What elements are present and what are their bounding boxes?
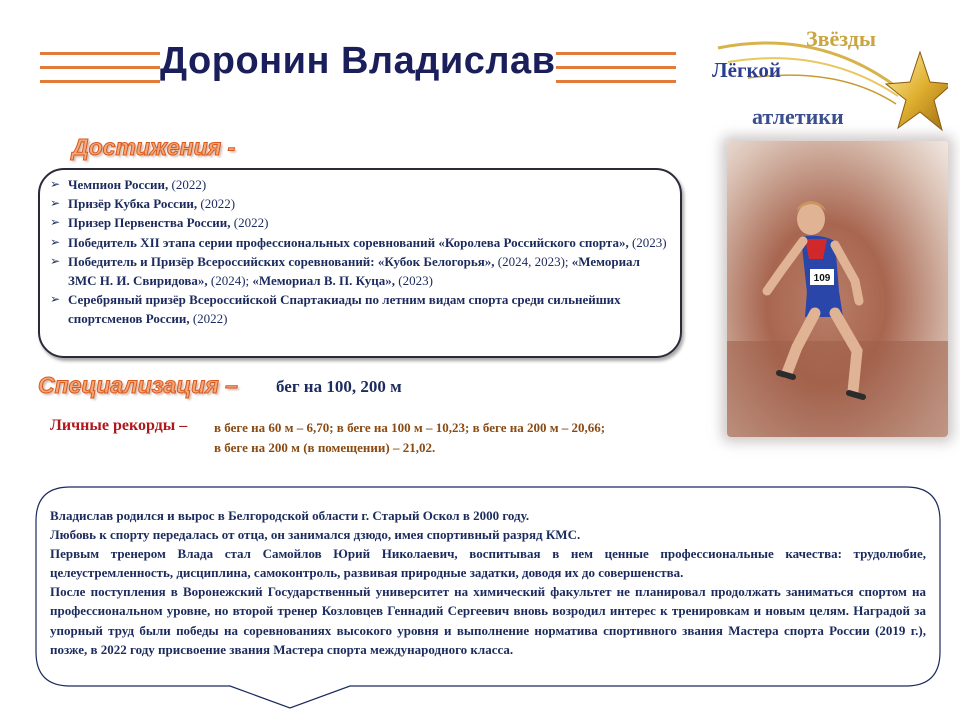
bio-paragraph: После поступления в Воронежский Государственный университет на химический факультет не планировал продолжать заниматься спортом на профессиональном уровне, но второй тренер Козловцев Геннадий Сергеевич вновь возродил интерес к тренировкам и новым целям. Наградой за упорный труд были победы на соревнованиях высокого уровня и выполнение норматива спортивного звания Мастера спорта России (2019 г.), позже, в 2022 году присвоение звания Мастера спорта международного класса. [50,584,926,657]
specialization-value: бег на 100, 200 м [276,377,402,396]
specialization-heading: Специализация – [38,372,238,398]
bio-paragraph: Любовь к спорту передалась от отца, он занимался дзюдо, имея спортивный разряд КМС. [50,527,581,543]
list-item: ➢ Серебряный призёр Всероссийской Спартакиады по летним видам спорта среди сильнейших спортсменов России, (2022) [48,290,668,328]
logo-text-athletics: атлетики [752,104,844,129]
bib-number: 109 [813,273,831,284]
list-item: ➢ Призер Первенства России, (2022) [48,213,668,232]
bio-paragraph: Владислав родился и вырос в Белгородской области г. Старый Оскол в 2000 году. [50,508,530,523]
list-item: ➢ Чемпион России, (2022) [48,175,668,194]
achievements-heading: Достижения - [72,134,236,160]
records-label: Личные рекорды – [50,417,188,434]
logo-text-stars: Звёзды [806,26,877,51]
bio-paragraph: Первым тренером Влада стал Самойлов Юрий Николаевич, воспитывая в нем ценные профессиональные качества: трудолюбие, целеустремленность, дисциплина, самоконтроль, развивая природные задатки, доводя их до совершенства. [50,546,926,581]
bio-text [50,506,926,659]
list-item: ➢ Призёр Кубка России, (2022) [48,194,668,213]
records-line-1: в беге на 60 м – 6,70; в беге на 100 м – 10,23; в беге на 200 м – 20,66; [214,420,606,435]
logo-text-light: Лёгкой [712,58,781,82]
list-item: ➢ Победитель и Призёр Всероссийских соревнований: «Кубок Белогорья», (2024, 2023); «Мемориал ЗМС Н. И. Свиридова», (2024); «Мемориал В. П. Куца», (2023) [48,252,668,290]
records-line-2: в беге на 200 м (в помещении) – 21,02. [214,440,436,455]
page-title: Доронин Владислав [160,40,556,82]
list-item: ➢ Победитель XII этапа серии профессиональных соревнований «Королева Российского спорта», (2023) [48,233,668,252]
